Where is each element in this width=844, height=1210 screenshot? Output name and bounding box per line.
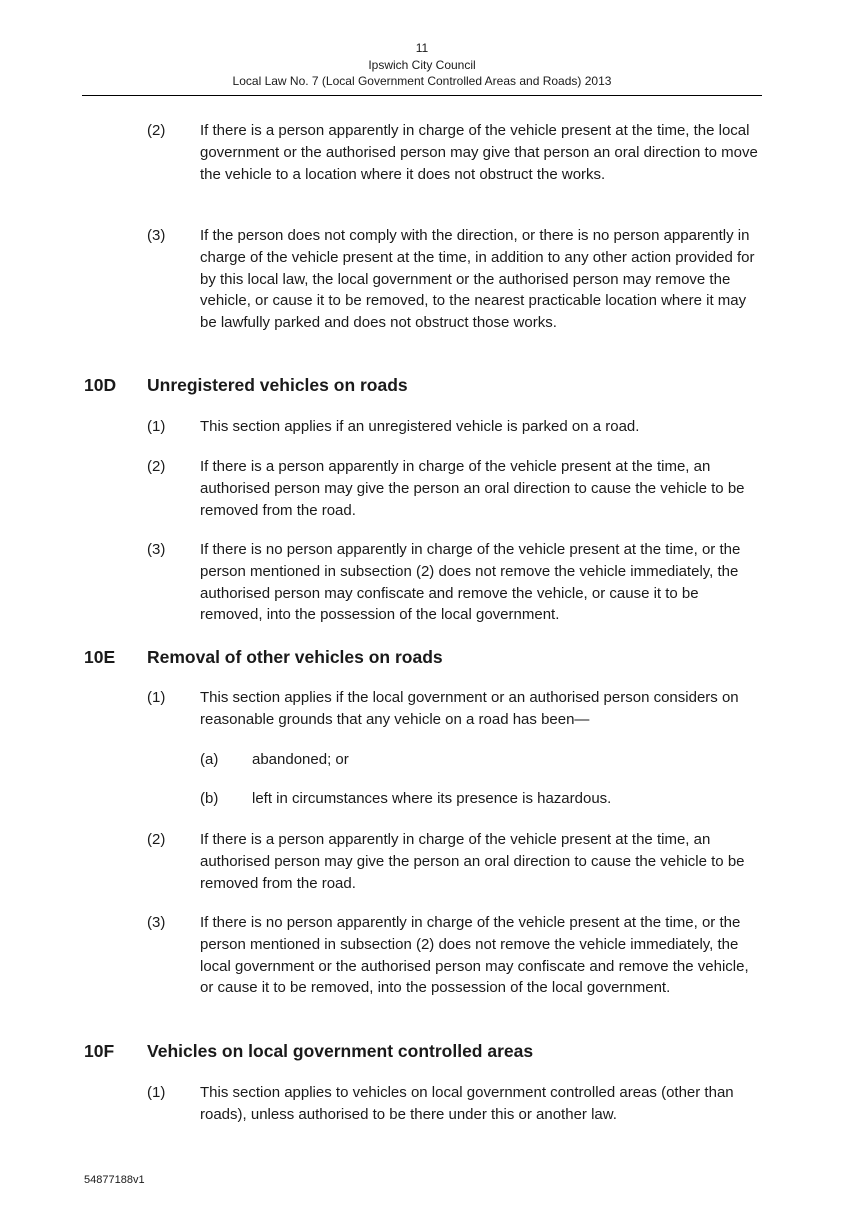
section-number: 10E: [84, 647, 116, 667]
clause-number: (3): [147, 227, 166, 244]
clause-number: (1): [147, 1084, 166, 1101]
paragraph-text: left in circumstances where its presence is hazardous.: [252, 790, 612, 807]
clause-number: (3): [147, 541, 166, 558]
page-number: 11: [415, 41, 429, 55]
paragraph-number: (b): [200, 790, 219, 807]
section-heading: Vehicles on local government controlled areas: [147, 1041, 534, 1061]
section-number: 10D: [84, 375, 117, 395]
clause-text: This section applies to vehicles on local government controlled areas (other than roads), unless authorised to be there under this or another law.: [200, 1084, 734, 1123]
clause-text: If there is a person apparently in charge of the vehicle present at the time, an authorised person may give the person an oral direction to cause the vehicle to be removed from the road.: [200, 831, 745, 892]
clause-number: (1): [147, 689, 166, 706]
organisation-name: Ipswich City Council: [368, 57, 476, 72]
clause-text: If there is no person apparently in charge of the vehicle present at the time, or the person mentioned in subsection (2) does not remove the vehicle immediately, the local government or the authorised person may confiscate and remove the vehicle, or cause it to be removed, into the possession of the local government.: [200, 914, 749, 997]
clause-text: If there is no person apparently in charge of the vehicle present at the time, or the person mentioned in subsection (2) does not remove the vehicle immediately, the authorised person may confiscate and remove the vehicle, or cause it to be removed, into the possession of the local government.: [200, 541, 741, 624]
paragraph-text: abandoned; or: [252, 751, 349, 768]
header-rule: [82, 95, 762, 96]
section-heading: Unregistered vehicles on roads: [147, 375, 408, 395]
clause-text: This section applies if the local government or an authorised person considers on reasonable grounds that any vehicle on a road has been—: [200, 689, 739, 728]
clause-text: If there is a person apparently in charge of the vehicle present at the time, the local government or the authorised person may give that person an oral direction to move the vehicle to a location where it does not obstruct the works.: [200, 122, 758, 183]
document-id: 54877188v1: [84, 1174, 145, 1186]
clause-number: (3): [147, 914, 166, 931]
section-heading: Removal of other vehicles on roads: [147, 647, 443, 667]
section-number: 10F: [84, 1041, 115, 1061]
paragraph-number: (a): [200, 751, 219, 768]
clause-text: If there is a person apparently in charge of the vehicle present at the time, an authorised person may give the person an oral direction to cause the vehicle to be removed from the road.: [200, 458, 745, 519]
clause-number: (2): [147, 458, 166, 475]
page-header: [0, 40, 844, 90]
clause-number: (2): [147, 122, 166, 139]
clause-number: (1): [147, 418, 166, 435]
document-title: Local Law No. 7 (Local Government Controlled Areas and Roads) 2013: [232, 74, 612, 88]
clause-text: This section applies if an unregistered vehicle is parked on a road.: [200, 418, 640, 435]
clause-text: If the person does not comply with the direction, or there is no person apparently in charge of the vehicle present at the time, in addition to any other action provided for by this local law, the local government or the authorised person may remove the vehicle, or cause it to be removed, to the nearest practicable location where it may be lawfully parked and does not obstruct those works.: [200, 227, 755, 332]
clause-number: (2): [147, 831, 166, 848]
